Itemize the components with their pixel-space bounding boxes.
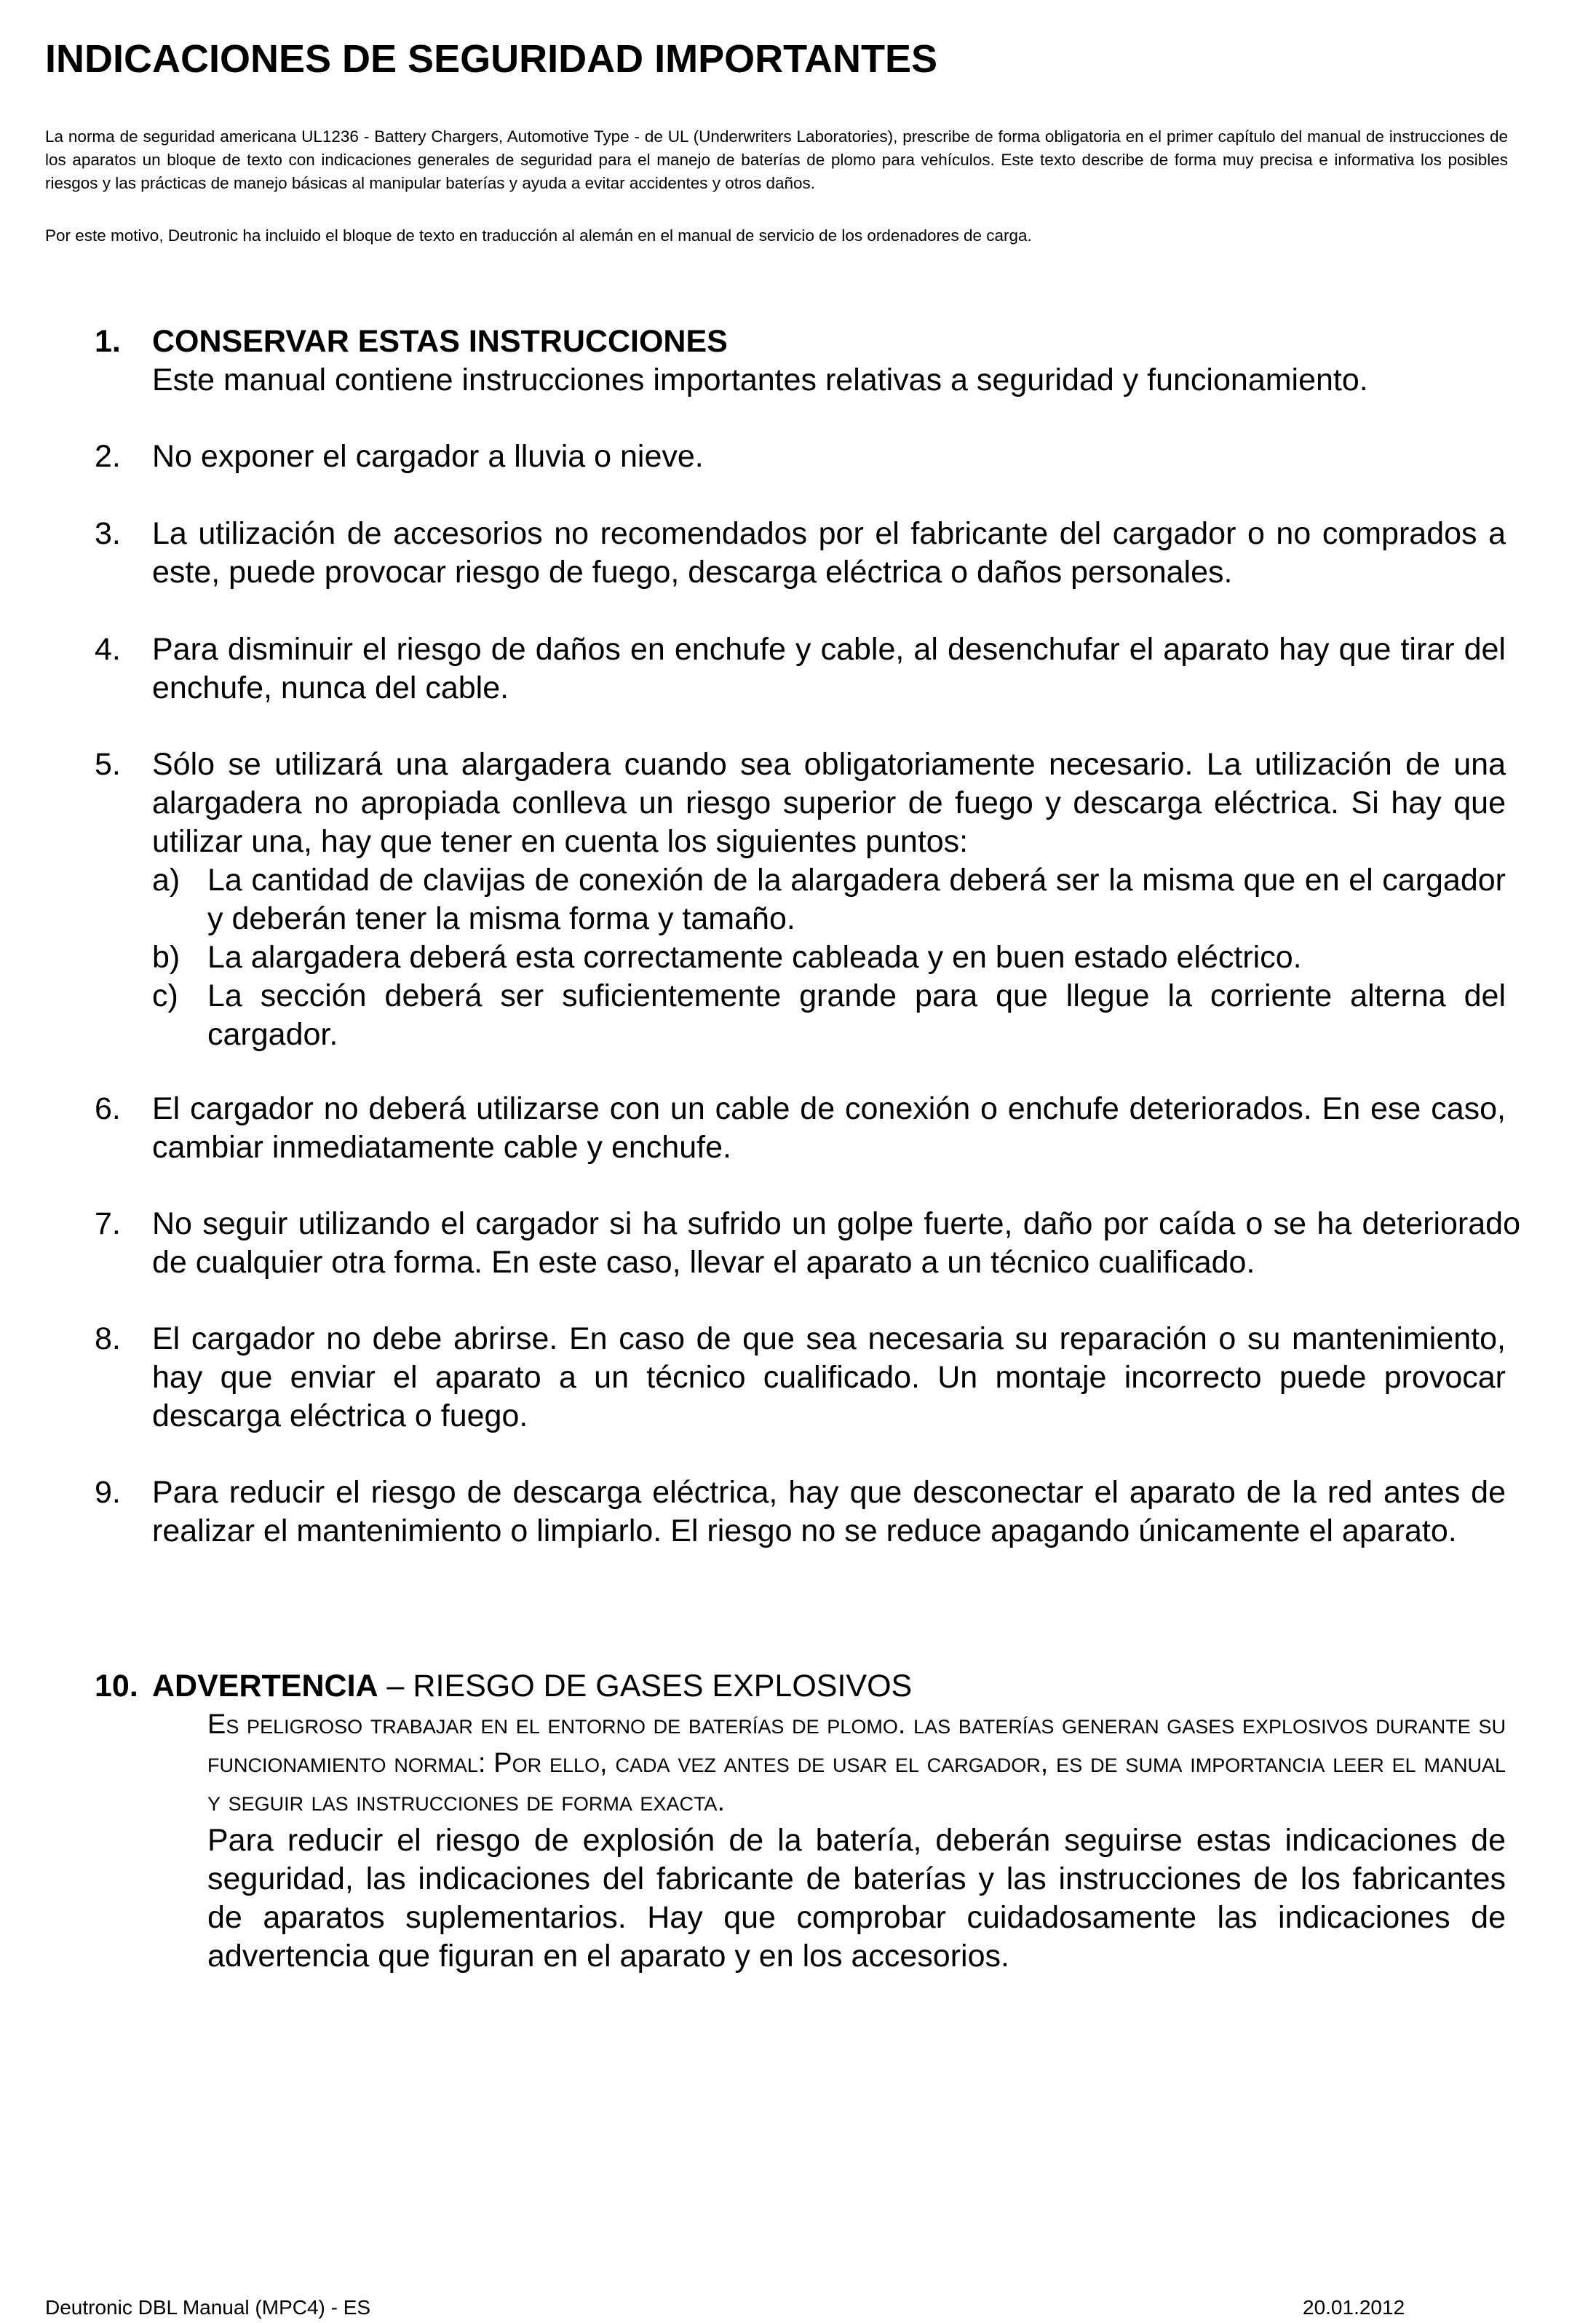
item-text: Para disminuir el riesgo de daños en enchufe y cable, al desenchufar el aparato hay que tirar del enchufe, nunca del cable. (152, 632, 1506, 705)
item-number: 9. (95, 1475, 121, 1510)
sub-item-letter: a) (152, 863, 180, 898)
sub-item-letter: c) (152, 978, 178, 1013)
warning-caps-text: Es peligroso trabajar en el entorno de baterías de plomo. las baterías generan gases explosivos durante su funcionamiento normal: Por ello, cada vez antes de usar el cargador, es de suma importancia leer el manual y seguir las instrucciones de forma exacta. (207, 1709, 1506, 1817)
footer-document-name: Deutronic DBL Manual (MPC4) - ES (45, 2296, 371, 2319)
item-text: Este manual contiene instrucciones importantes relativas a seguridad y funcionamiento. (152, 363, 1368, 397)
intro-paragraph-2: Por este motivo, Deutronic ha incluido el bloque de texto en traducción al alemán en el manual de servicio de los ordenadores de carga. (45, 226, 1032, 245)
item-body (152, 1090, 1506, 1167)
sub-item-b (152, 938, 1506, 977)
item-number: 7. (95, 1206, 121, 1241)
intro-paragraph: La norma de seguridad americana UL1236 - Battery Chargers, Automotive Type - de UL (Underwriters Laboratories), prescribe de forma obligatoria en el primer capítulo del manual de instrucciones de los aparatos un bloque de texto con indicaciones generales de seguridad para el manejo de baterías de plomo para vehículos. Este texto describe de forma muy precisa e informativa los posibles riesgos y las prácticas de manejo básicas al manipular baterías y ayuda a evitar accidentes y otros daños. (45, 127, 1508, 192)
item-text: No seguir utilizando el cargador si ha sufrido un golpe fuerte, daño por caída o se ha deteriorado de cualquier otra forma. En este caso, llevar el aparato a un técnico cualificado. (152, 1206, 1520, 1280)
item-number: 4. (95, 632, 121, 667)
item-text: El cargador no debe abrirse. En caso de que sea necesaria su reparación o su mantenimiento, hay que enviar el aparato a un técnico cualificado. Un montaje incorrecto puede provocar descarga eléctrica o fuego. (152, 1321, 1506, 1433)
item-text: El cargador no deberá utilizarse con un cable de conexión o enchufe deteriorados. En ese caso, cambiar inmediatamente cable y enchufe. (152, 1091, 1506, 1165)
sub-item-c (152, 977, 1506, 1054)
sub-item-a (152, 861, 1506, 938)
item-text: No exponer el cargador a lluvia o nieve. (152, 439, 704, 474)
item-number: 3. (95, 516, 121, 551)
warning-label: ADVERTENCIA (152, 1669, 378, 1703)
page-title: INDICACIONES DE SEGURIDAD IMPORTANTES (45, 37, 938, 81)
item-body (152, 630, 1506, 708)
item-body (152, 438, 1506, 476)
item-body (152, 515, 1506, 592)
item-body (152, 1205, 1520, 1282)
item-number: 8. (95, 1321, 121, 1356)
warning-heading (152, 1667, 1506, 1706)
item-number: 1. (95, 324, 121, 359)
sub-item-letter: b) (152, 940, 180, 975)
item-body (152, 1473, 1506, 1551)
warning-body (152, 1706, 1506, 1976)
warning-text: Para reducir el riesgo de explosión de la batería, deberán seguirse estas indicaciones de seguridad, las indicaciones del fabricante de baterías y las instrucciones de los fabricantes de aparatos suplementarios. Hay que comprobar cuidadosamente las indicaciones de advertencia que figuran en el aparato y en los accesorios. (207, 1823, 1506, 1974)
item-text: Para reducir el riesgo de descarga eléctrica, hay que desconectar el aparato de la red antes de realizar el mantenimiento o limpiarlo. El riesgo no se reduce apagando únicamente el aparato. (152, 1475, 1506, 1548)
item-text: Sólo se utilizará una alargadera cuando sea obligatoriamente necesario. La utilización de una alargadera no apropiada conlleva un riesgo superior de fuego y descarga eléctrica. Si hay que utilizar una, hay que tener en cuenta los siguientes puntos: (152, 747, 1506, 859)
item-body (152, 1320, 1506, 1436)
warning-subject: – RIESGO DE GASES EXPLOSIVOS (386, 1669, 913, 1703)
item-body (152, 322, 1506, 400)
item-text: La utilización de accesorios no recomendados por el fabricante del cargador o no comprados a este, puede provocar riesgo de fuego, descarga eléctrica o daños personales. (152, 516, 1506, 590)
sub-item-text: La sección deberá ser suficientemente grande para que llegue la corriente alterna del cargador. (207, 978, 1506, 1052)
item-body (152, 745, 1506, 1054)
item-number: 6. (95, 1091, 121, 1126)
sub-item-text: La alargadera deberá esta correctamente cableada y en buen estado eléctrico. (207, 940, 1302, 975)
item-body (152, 1667, 1506, 1976)
item-number: 10. (95, 1669, 138, 1703)
item-number: 5. (95, 747, 121, 782)
footer-date: 20.01.2012 (1303, 2296, 1405, 2319)
sub-item-text: La cantidad de clavijas de conexión de la alargadera deberá ser la misma que en el cargador y deberán tener la misma forma y tamaño. (207, 863, 1506, 936)
item-number: 2. (95, 439, 121, 474)
item-heading: CONSERVAR ESTAS INSTRUCCIONES (152, 324, 728, 359)
